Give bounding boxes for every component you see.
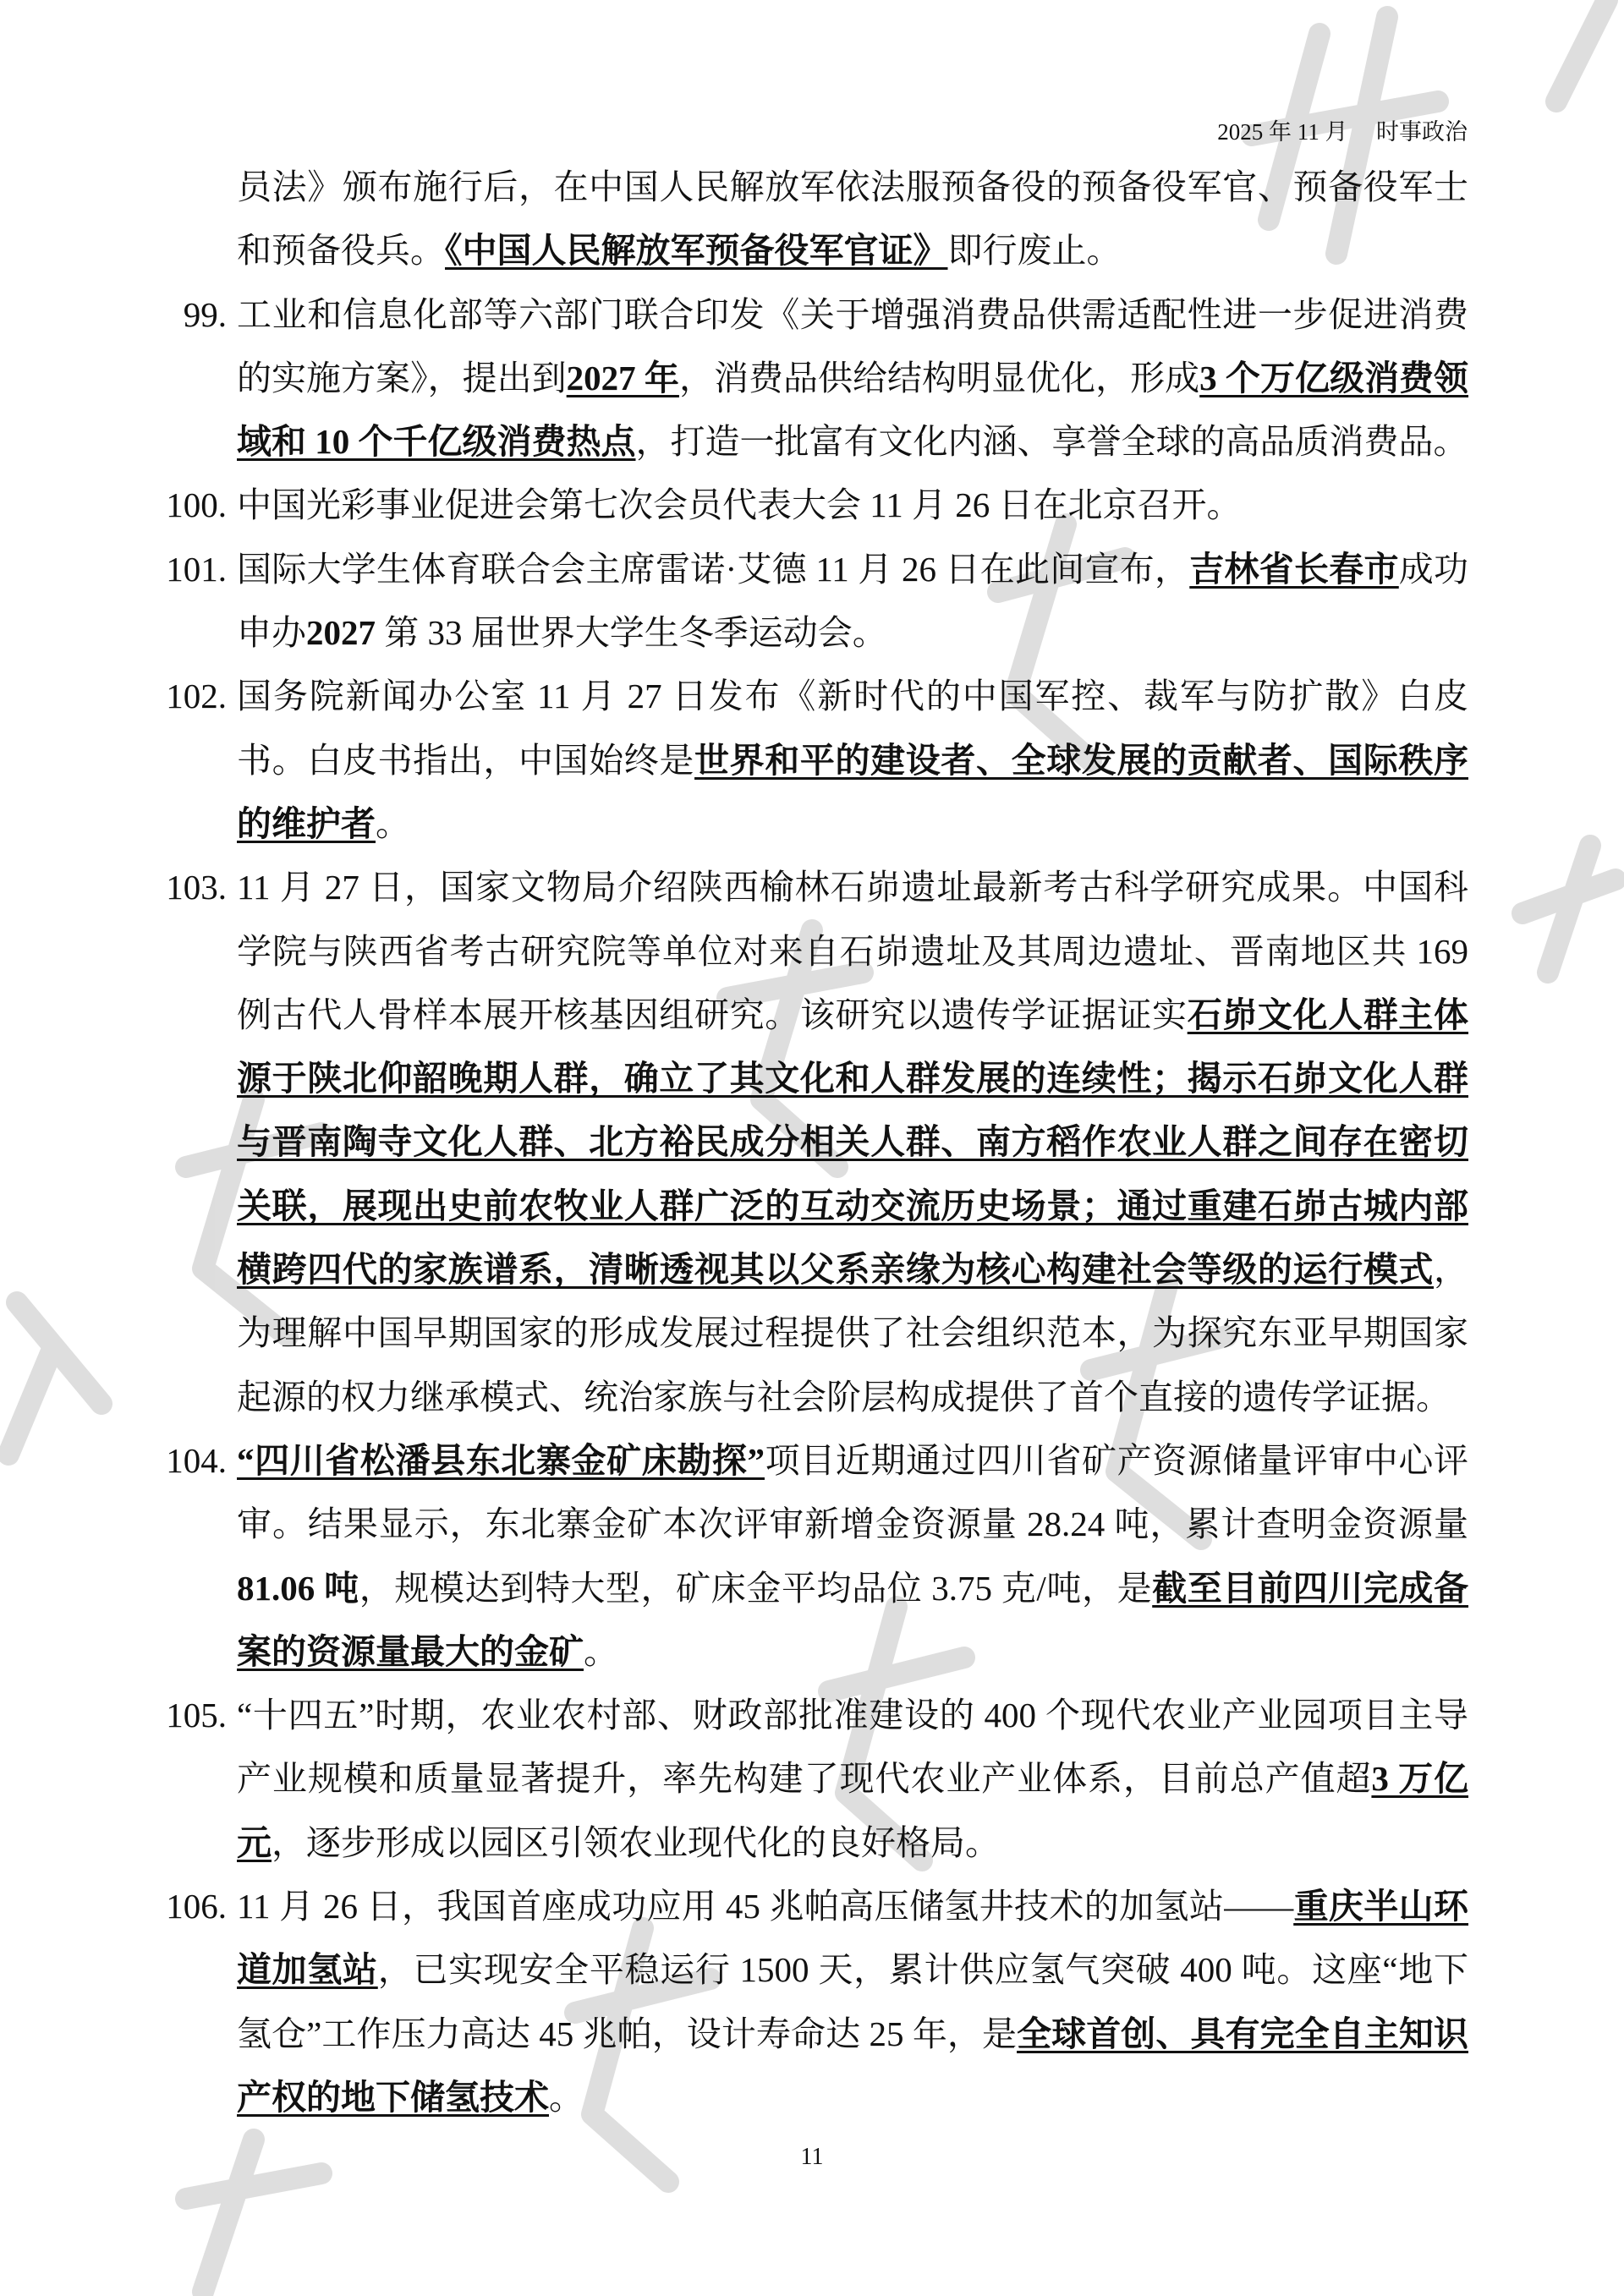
item-number: 101. [166,549,227,589]
body-text: 国际大学生体育联合会主席雷诺·艾德 11 月 26 日在此间宣布， [237,549,1190,589]
highlighted-text: 重庆半山环道加氢站 [237,1887,1469,1990]
news-item [166,856,1469,1429]
body-text: 。 [376,803,410,843]
document-body [166,156,1469,2129]
body-text: 工业和信息化部等六部门联合印发《关于增强消费品供需适配性进一步促进消费的实施方案》，提出到 [237,294,1468,397]
news-item [166,665,1468,856]
highlighted-text: 《中国人民解放军预备役军官证》 [445,231,948,271]
body-text: 员法》颁布施行后，在中国人民解放军依法服预备役的预备役军官、预备役军士和预备役兵。 [237,167,1468,271]
bold-text: 81.06 吨 [237,1568,359,1608]
body-text: 。 [584,1631,618,1671]
page-number: 11 [800,2144,824,2170]
body-text: ，打造一批富有文化内涵、享誉全球的高品质消费品。 [635,422,1468,462]
item-number: 100. [166,485,227,525]
body-text: 。 [549,2077,584,2117]
header-subject: 时事政治 [1376,119,1468,145]
item-number: 106. [166,1887,227,1926]
body-text: 即行废止。 [947,231,1122,271]
body-text: “十四五”时期，农业农村部、财政部批准建设的 400 个现代农业产业园项目主导产业规模和质量显著提升，率先构建了现代农业产业体系，目前总产值超 [237,1696,1468,1799]
news-item [183,283,1469,474]
body-text: ，为理解中国早期国家的形成发展过程提供了社会组织范本，为探究东亚早期国家起源的权力继承模式、统治家族与社会阶层构成提供了首个直接的遗传学证据。 [237,1250,1468,1417]
item-number: 103. [166,868,227,907]
body-text: 成功申办 [237,549,1469,653]
news-item [166,1429,1469,1684]
page-header [1217,117,1468,147]
news-item [166,474,1468,537]
highlighted-text: 3 个万亿级消费领域和 10 个千亿级消费热点 [237,358,1469,462]
body-text: 项目近期通过四川省矿产资源储量评审中心评审。结果显示，东北寨金矿本次评审新增金资源量 28.24 吨，累计查明金资源量 [237,1440,1468,1544]
item-number: 102. [166,677,227,716]
body-text: 11 月 27 日，国家文物局介绍陕西榆林石峁遗址最新考古科学研究成果。中国科学院与陕西省考古研究院等单位对来自石峁遗址及其周边遗址、晋南地区共 169 例古代人骨样本展开核基因组研究。该研究以遗传学证据证实 [237,868,1468,1034]
news-item [166,1875,1469,2129]
body-text: ，消费品供给结构明显优化，形成 [678,358,1200,397]
body-text: 中国光彩事业促进会第七次会员代表大会 11 月 26 日在北京召开。 [237,485,1242,525]
highlighted-text: 世界和平的建设者、全球发展的贡献者、国际秩序的维护者 [237,740,1468,843]
news-item [166,1684,1469,1875]
body-text: 国务院新闻办公室 11 月 27 日发布《新时代的中国军控、裁军与防扩散》白皮书。白皮书指出，中国始终是 [237,677,1468,780]
body-text: ，逐步形成以园区引领农业现代化的良好格局。 [272,1822,1000,1862]
highlighted-text: 2027 年 [566,358,679,397]
body-text: ，规模达到特大型，矿床金平均品位 3.75 克/吨，是 [359,1568,1153,1608]
news-item [237,156,1468,283]
item-number: 104. [166,1440,227,1480]
bold-text: 2027 [306,613,376,653]
item-number: 99. [183,294,227,334]
highlighted-text: 吉林省长春市 [1189,549,1399,589]
highlighted-text: 3 万亿元 [237,1759,1469,1862]
body-text: ，已实现安全平稳运行 1500 天，累计供应氢气突破 400 吨。这座“地下氢仓”工作压力高达 45 兆帕，设计寿命达 25 年，是 [237,1950,1469,2053]
body-text: 11 月 26 日，我国首座成功应用 45 兆帕高压储氢井技术的加氢站—— [237,1887,1294,1926]
highlighted-text: 石峁文化人群主体源于陕北仰韶晚期人群，确立了其文化和人群发展的连续性；揭示石峁文化人群与晋南陶寺文化人群、北方裕民成分相关人群、南方稻作农业人群之间存在密切关联，展现出史前农牧业人群广泛的互动交流历史场景；通过重建石峁古城内部横跨四代的家族谱系，清晰透视其以父系亲缘为核心构建社会等级的运行模式 [237,995,1469,1290]
highlighted-text: 全球首创、具有完全自主知识产权的地下储氢技术 [237,2014,1468,2117]
highlighted-text: “四川省松潘县东北寨金矿床勘探” [237,1440,765,1480]
highlighted-text: 截至目前四川完成备案的资源量最大的金矿 [237,1568,1469,1671]
news-item [166,538,1469,666]
body-text: 第 33 届世界大学生冬季运动会。 [376,613,887,653]
item-number: 105. [166,1696,227,1735]
header-date: 2025 年 11 月 [1217,119,1348,145]
